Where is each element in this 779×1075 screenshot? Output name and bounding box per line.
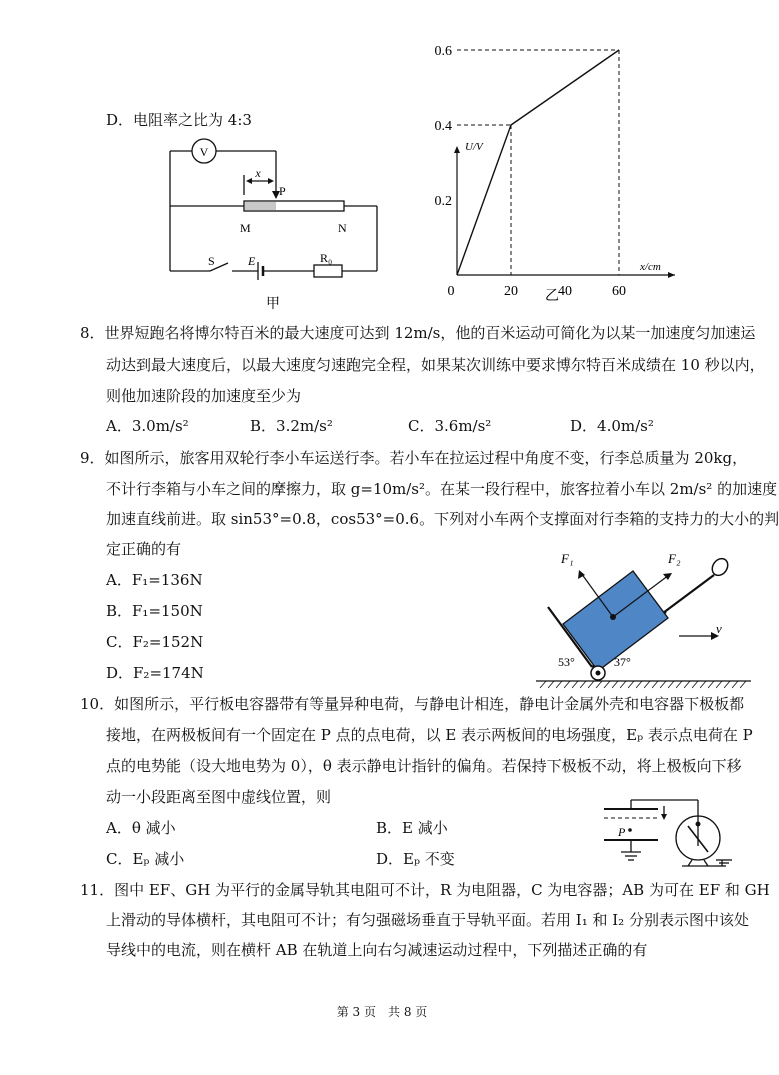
q8-option-b: B．3.2m/s² bbox=[250, 417, 333, 435]
q9-option-c: C．F₂=152N bbox=[106, 633, 204, 651]
u-x-chart bbox=[425, 44, 685, 308]
chart-ytick-label: 0.4 bbox=[434, 119, 452, 134]
chart-ytick-label: 0.2 bbox=[434, 194, 452, 209]
f1-label: F₁ bbox=[561, 551, 574, 566]
q10-option-b: B．E 减小 bbox=[376, 819, 448, 837]
page-footer: 第 3 页 共 8 页 bbox=[336, 1005, 428, 1019]
q11-line-2: 上滑动的导体横杆，其电阻可不计；有匀强磁场垂直于导轨平面。若用 I₁ 和 I₂ 分别表示图中该处 bbox=[106, 911, 749, 929]
e-label: E bbox=[248, 254, 256, 268]
q9-option-a: A．F₁=136N bbox=[106, 571, 203, 589]
q8-option-a: A．3.0m/s² bbox=[106, 417, 189, 435]
s-label: S bbox=[208, 254, 215, 268]
q10-option-d: D．Eₚ 不变 bbox=[376, 850, 455, 868]
chart-ytick-label: 0.6 bbox=[434, 44, 452, 59]
angle-37-label: 37° bbox=[614, 655, 631, 669]
q10-line-4: 动一小段距离至图中虚线位置，则 bbox=[106, 788, 332, 806]
q9-line-4: 定正确的有 bbox=[106, 540, 182, 558]
q9-line-1: 9．如图所示，旅客用双轮行李小车运送行李。若小车在拉运过程中角度不变，行李总质量为 20kg， bbox=[80, 449, 748, 467]
q8-option-c: C．3.6m/s² bbox=[408, 417, 492, 435]
capacitor-electrometer-figure bbox=[596, 794, 764, 872]
figure-yi-caption: 乙 bbox=[545, 289, 559, 304]
q8-line-1: 8．世界短跑名将博尔特百米的最大速度可达到 12m/s，他的百米运动可简化为以某一加速度匀加速运 bbox=[80, 324, 756, 342]
q10-line-2: 接地，在两极板间有一个固定在 P 点的点电荷，以 E 表示两板间的电场强度，Eₚ 表示点电荷在 P bbox=[106, 726, 753, 744]
q9-line-2: 不计行李箱与小车之间的摩擦力，取 g=10m/s²。在某一段行程中，旅客拉着小车以 2m/s² 的加速度 bbox=[106, 480, 778, 498]
luggage-cart-figure bbox=[536, 545, 764, 690]
x-label: x bbox=[255, 166, 261, 180]
q11-line-1: 11．图中 EF、GH 为平行的金属导轨其电阻可不计，R 为电阻器，C 为电容器；AB 为可在 EF 和 GH bbox=[80, 881, 770, 899]
velocity-label: v bbox=[716, 621, 722, 636]
p-point-label: P bbox=[618, 825, 626, 839]
u-x-series-line bbox=[457, 50, 619, 275]
p-label: P bbox=[279, 184, 286, 198]
q10-option-a: A．θ 减小 bbox=[106, 819, 176, 837]
q8-line-3: 则他加速阶段的加速度至少为 bbox=[106, 387, 302, 405]
angle-53-label: 53° bbox=[558, 655, 575, 669]
q10-line-3: 点的电势能（设大地电势为 0），θ 表示静电计指针的偏角。若保持下极板不动，将上极板向下移 bbox=[106, 757, 742, 775]
q9-option-d: D．F₂=174N bbox=[106, 664, 204, 682]
chart-xtick-label: 60 bbox=[612, 284, 626, 299]
voltmeter-label: V bbox=[199, 145, 209, 159]
chart-origin: 0 bbox=[447, 284, 455, 299]
q7-option-d: D．电阻率之比为 4:3 bbox=[106, 111, 252, 129]
chart-xtick-label: 20 bbox=[504, 284, 518, 299]
q10-line-1: 10．如图所示，平行板电容器带有等量异种电荷，与静电计相连，静电计金属外壳和电容器下极板都 bbox=[80, 695, 745, 713]
chart-ylabel: U/V bbox=[465, 141, 483, 153]
m-label: M bbox=[240, 221, 251, 235]
n-label: N bbox=[338, 221, 347, 235]
r0-label: R₀ bbox=[320, 251, 333, 265]
q11-line-3: 导线中的电流，则在横杆 AB 在轨道上向右匀减速运动过程中，下列描述正确的有 bbox=[106, 941, 648, 959]
q8-line-2: 动达到最大速度后，以最大速度匀速跑完全程，如果某次训练中要求博尔特百米成绩在 10 秒以内， bbox=[106, 356, 765, 374]
q9-option-b: B．F₁=150N bbox=[106, 602, 203, 620]
q9-line-3: 加速直线前进。取 sin53°=0.8，cos53°=0.6。下列对小车两个支撑面对行李箱的支持力的大小的判 bbox=[106, 510, 779, 528]
chart-xtick-label: 40 bbox=[558, 284, 572, 299]
q10-option-c: C．Eₚ 减小 bbox=[106, 850, 185, 868]
circuit-diagram-jia bbox=[160, 135, 390, 310]
chart-xlabel: x/cm bbox=[640, 261, 661, 273]
q8-option-d: D．4.0m/s² bbox=[570, 417, 654, 435]
figure-jia-caption: 甲 bbox=[266, 297, 280, 312]
f2-label: F₂ bbox=[668, 551, 681, 566]
